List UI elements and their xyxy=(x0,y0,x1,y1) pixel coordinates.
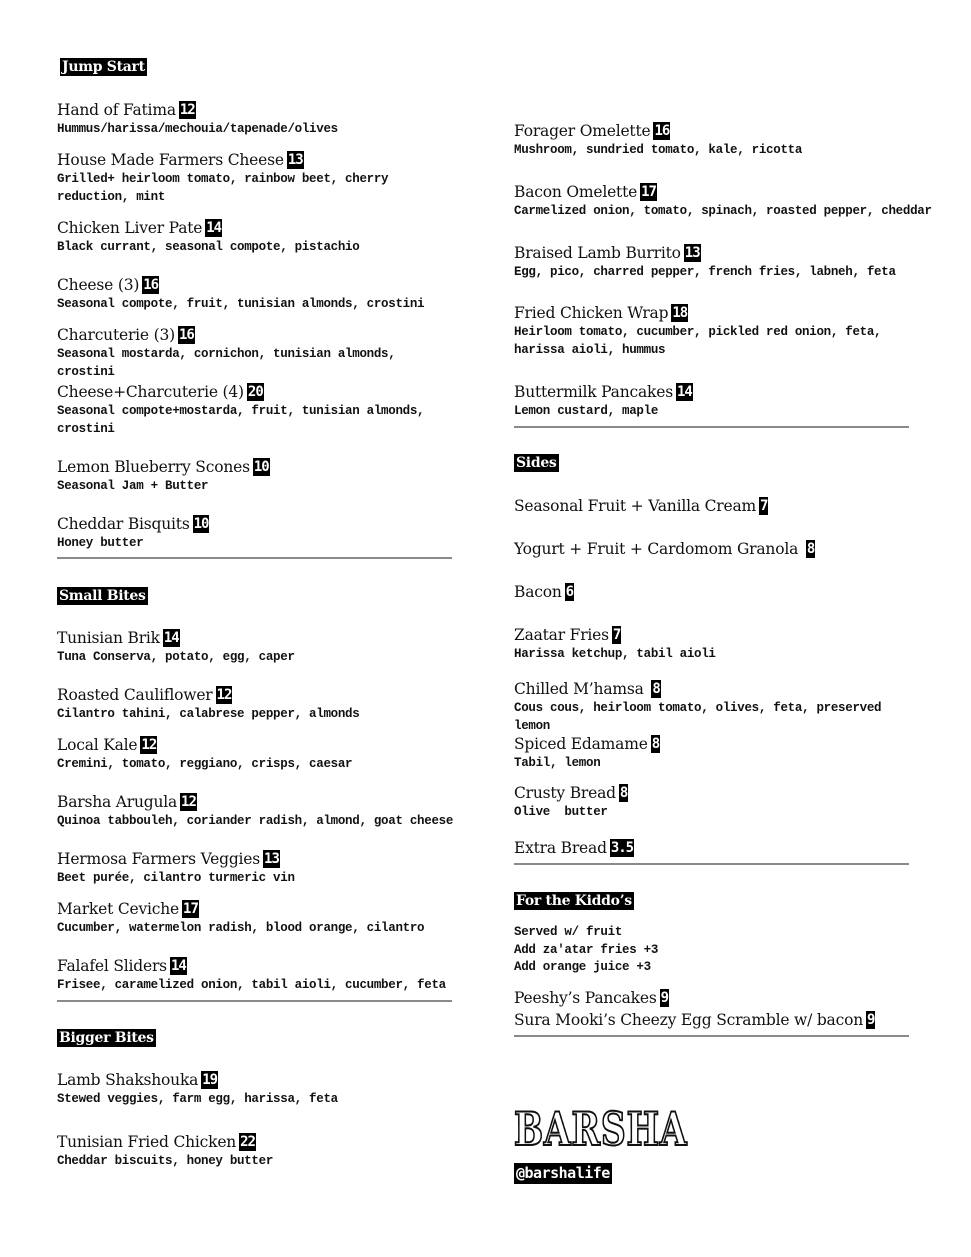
item-name: Tunisian Fried Chicken xyxy=(57,1133,237,1151)
menu-item xyxy=(514,122,914,159)
item-name: Sura Mooki’s Cheezy Egg Scramble w/ bacon xyxy=(514,1011,863,1029)
menu-item xyxy=(57,515,457,552)
price-badge: 8 xyxy=(806,541,815,557)
item-name: Barsha Arugula xyxy=(57,793,178,811)
price-badge: 16 xyxy=(654,123,670,139)
menu-item xyxy=(514,626,914,663)
item-description: Cremini, tomato, reggiano, crisps, caesar xyxy=(57,757,353,771)
menu-item xyxy=(514,839,914,858)
price-badge: 3.5 xyxy=(610,840,634,856)
menu-item xyxy=(514,244,914,281)
item-description: Seasonal compote, fruit, tunisian almonds, crostini xyxy=(57,297,425,311)
item-name: Charcuterie (3) xyxy=(57,326,175,344)
menu-item xyxy=(57,736,457,773)
item-name: Chicken Liver Pate xyxy=(57,219,203,237)
price-badge: 12 xyxy=(181,794,196,810)
item-name: Bacon xyxy=(514,583,562,601)
item-description: Honey butter xyxy=(57,536,144,550)
item-name: Forager Omelette xyxy=(514,122,651,140)
price-badge: 12 xyxy=(216,687,232,703)
item-name: Buttermilk Pancakes xyxy=(514,383,673,401)
item-description: Mushroom, sundried tomato, kale, ricotta xyxy=(514,143,803,157)
price-badge: 19 xyxy=(202,1072,218,1088)
section-divider xyxy=(57,1000,452,1002)
item-name: Bacon Omelette xyxy=(514,183,638,201)
item-name: Zaatar Fries xyxy=(514,626,609,644)
item-description: Seasonal Jam + Butter xyxy=(57,479,209,493)
section-divider xyxy=(514,426,909,428)
section-divider xyxy=(57,557,452,559)
item-name: Lemon Blueberry Scones xyxy=(57,458,250,476)
price-badge: 22 xyxy=(240,1134,255,1150)
section-label-sides: Sides xyxy=(516,455,557,471)
menu-item xyxy=(514,784,914,821)
menu-item xyxy=(57,1133,457,1170)
item-description: Harissa ketchup, tabil aioli xyxy=(514,647,716,661)
kids-note: Add za'atar fries +3 xyxy=(514,943,659,957)
price-badge: 8 xyxy=(652,681,660,697)
menu-item xyxy=(57,957,457,994)
item-description: Olive butter xyxy=(514,805,608,819)
item-description: Seasonal compote+mostarda, fruit, tunisian almonds, crostini xyxy=(57,404,425,436)
price-badge: 13 xyxy=(287,152,303,168)
kids-note: Served w/ fruit xyxy=(514,925,623,939)
item-description: Cilantro tahini, calabrese pepper, almonds xyxy=(57,707,360,721)
price-badge: 8 xyxy=(619,785,628,801)
item-description: Lemon custard, maple xyxy=(514,404,659,418)
menu-item xyxy=(514,497,914,516)
item-name: Fried Chicken Wrap xyxy=(514,304,669,322)
menu-item xyxy=(514,383,914,420)
kids-note: Add orange juice +3 xyxy=(514,960,651,974)
menu-item xyxy=(514,1011,914,1030)
item-name: Yogurt + Fruit + Cardomom Granola xyxy=(514,540,803,558)
item-name: Chilled M’hamsa xyxy=(514,680,649,698)
menu-item xyxy=(57,101,457,138)
item-name: Cheese+Charcuterie (4) xyxy=(57,383,244,401)
price-badge: 14 xyxy=(676,384,692,400)
menu-item xyxy=(514,680,914,735)
price-badge: 17 xyxy=(641,184,656,200)
menu-item xyxy=(57,326,457,381)
item-name: House Made Farmers Cheese xyxy=(57,151,284,169)
item-name: Cheese (3) xyxy=(57,276,140,294)
menu-item xyxy=(514,304,914,359)
price-badge: 12 xyxy=(141,737,157,753)
price-badge: 8 xyxy=(651,736,660,752)
price-badge: 14 xyxy=(163,630,179,646)
menu-item xyxy=(57,276,457,313)
price-badge: 10 xyxy=(253,459,269,475)
item-description: Seasonal mostarda, cornichon, tunisian almonds, crostini xyxy=(57,347,396,379)
item-description: Grilled+ heirloom tomato, rainbow beet, cherry reduction, mint xyxy=(57,172,389,204)
item-description: Carmelized onion, tomato, spinach, roasted pepper, cheddar xyxy=(514,204,932,218)
menu-item xyxy=(514,583,914,602)
menu-item xyxy=(57,629,457,666)
item-description: Quinoa tabbouleh, coriander radish, almond, goat cheese xyxy=(57,814,454,828)
menu-item xyxy=(514,989,914,1008)
menu-item xyxy=(57,900,457,937)
menu-item xyxy=(57,1071,457,1108)
item-description: Stewed veggies, farm egg, harissa, feta xyxy=(57,1092,338,1106)
item-description: Cous cous, heirloom tomato, olives, feta, preserved lemon xyxy=(514,701,882,733)
item-name: Local Kale xyxy=(57,736,138,754)
item-name: Cheddar Bisquits xyxy=(57,515,190,533)
item-description: Tabil, lemon xyxy=(514,756,601,770)
menu-item xyxy=(57,151,447,206)
menu-item xyxy=(57,458,457,495)
price-badge: 10 xyxy=(193,516,209,532)
item-name: Hermosa Farmers Veggies xyxy=(57,850,261,868)
menu-item xyxy=(57,850,457,887)
item-name: Peeshy’s Pancakes xyxy=(514,989,657,1007)
section-divider xyxy=(514,863,909,865)
item-name: Braised Lamb Burrito xyxy=(514,244,681,262)
item-name: Market Ceviche xyxy=(57,900,180,918)
menu-item xyxy=(514,735,914,772)
item-name: Roasted Cauliflower xyxy=(57,686,213,704)
price-badge: 16 xyxy=(143,277,159,293)
price-badge: 9 xyxy=(867,1012,875,1028)
item-description: Cheddar biscuits, honey butter xyxy=(57,1154,274,1168)
price-badge: 9 xyxy=(660,990,669,1006)
section-label-bigger-bites: Bigger Bites xyxy=(59,1030,154,1046)
price-badge: 12 xyxy=(179,102,195,118)
price-badge: 16 xyxy=(178,327,194,343)
item-description: Hummus/harissa/mechouia/tapenade/olives xyxy=(57,122,338,136)
item-name: Extra Bread xyxy=(514,839,607,857)
item-name: Tunisian Brik xyxy=(57,629,160,647)
item-description: Frisee, caramelized onion, tabil aioli, cucumber, feta xyxy=(57,978,446,992)
price-badge: 6 xyxy=(565,584,574,600)
item-description: Beet purée, cilantro turmeric vin xyxy=(57,871,295,885)
price-badge: 20 xyxy=(247,384,263,400)
price-badge: 13 xyxy=(264,851,279,867)
item-name: Spiced Edamame xyxy=(514,735,648,753)
price-badge: 17 xyxy=(183,901,198,917)
barsha-logo: BARSHA xyxy=(514,1102,688,1156)
item-description: Heirloom tomato, cucumber, pickled red onion, feta, harissa aioli, hummus xyxy=(514,325,882,357)
menu-item xyxy=(514,540,914,559)
menu-item xyxy=(57,686,457,723)
section-label-jump-start: Jump Start xyxy=(62,59,145,75)
social-handle: @barshalife xyxy=(516,1164,610,1182)
price-badge: 13 xyxy=(684,245,700,261)
section-divider xyxy=(514,1035,909,1037)
item-description: Tuna Conserva, potato, egg, caper xyxy=(57,650,295,664)
menu-item xyxy=(514,183,934,220)
price-badge: 14 xyxy=(206,220,222,236)
item-name: Crusty Bread xyxy=(514,784,616,802)
price-badge: 14 xyxy=(170,958,186,974)
menu-item xyxy=(57,383,427,438)
item-name: Hand of Fatima xyxy=(57,101,176,119)
item-description: Black currant, seasonal compote, pistachio xyxy=(57,240,360,254)
menu-item xyxy=(57,793,457,830)
price-badge: 7 xyxy=(760,498,768,514)
item-description: Egg, pico, charred pepper, french fries, labneh, feta xyxy=(514,265,896,279)
section-label-small-bites: Small Bites xyxy=(59,588,146,604)
item-description: Cucumber, watermelon radish, blood orange, cilantro xyxy=(57,921,425,935)
price-badge: 7 xyxy=(612,627,621,643)
item-name: Falafel Sliders xyxy=(57,957,167,975)
item-name: Seasonal Fruit + Vanilla Cream xyxy=(514,497,757,515)
menu-item xyxy=(57,219,457,256)
section-label-kids: For the Kiddo’s xyxy=(516,893,632,909)
price-badge: 18 xyxy=(672,305,688,321)
item-name: Lamb Shakshouka xyxy=(57,1071,199,1089)
